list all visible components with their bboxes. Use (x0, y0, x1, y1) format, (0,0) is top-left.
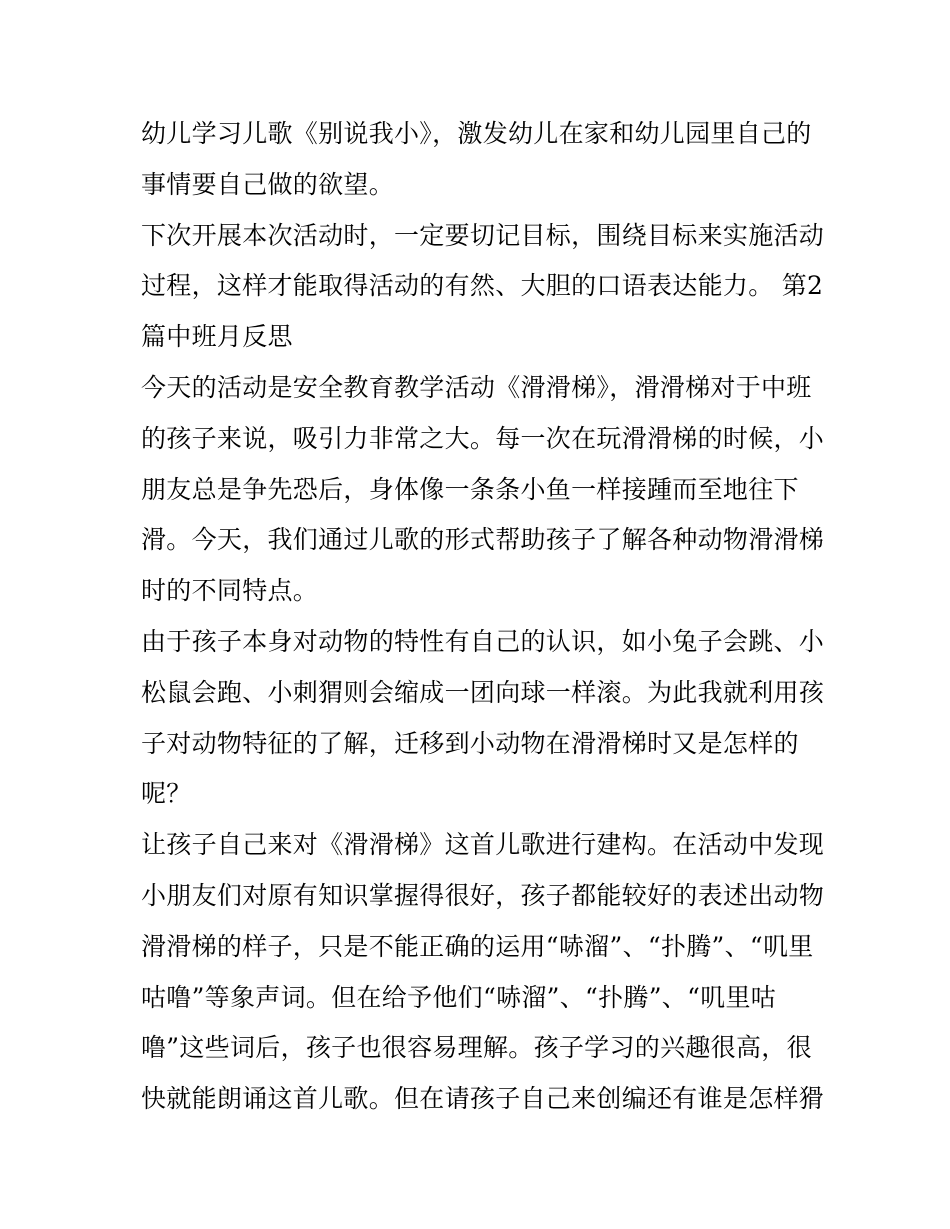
text-line: 噜”这些词后，孩子也很容易理解。孩子学习的兴趣很高，很 (141, 1033, 812, 1063)
text-line: 下次开展本次活动时，一定要切记目标，围绕目标来实施活动 (141, 220, 825, 250)
section-heading: 篇中班月反思 (141, 322, 293, 352)
text-line: 事情要自己做的欲望。 (141, 169, 395, 199)
text-line: 过程，这样才能取得活动的有然、大胆的口语表达能力。 第2 (141, 271, 824, 301)
text-line: 快就能朗诵这首儿歌。但在请孩子自己来创编还有谁是怎样猾 (141, 1084, 825, 1114)
text-line: 由于孩子本身对动物的特性有自己的认识，如小兔子会跳、小 (141, 626, 825, 656)
text-line: 松鼠会跑、小刺猬则会缩成一团向球一样滚。为此我就利用孩 (141, 677, 825, 707)
text-line: 呢？ (141, 779, 192, 809)
text-line: 子对动物特征的了解，迁移到小动物在滑滑梯时又是怎样的 (141, 728, 799, 758)
text-line: 滑。今天，我们通过儿歌的形式帮助孩子了解各种动物滑滑梯 (141, 525, 825, 555)
text-line: 让孩子自己来对《滑滑梯》这首儿歌进行建构。在活动中发现 (141, 830, 825, 860)
text-line: 的孩子来说，吸引力非常之大。每一次在玩滑滑梯的时候，小 (141, 423, 825, 453)
text-line: 今天的活动是安全教育教学活动《滑滑梯》，滑滑梯对于中班 (141, 372, 812, 402)
text-line: 朋友总是争先恐后，身体像一条条小鱼一样接踵而至地往下 (141, 474, 799, 504)
text-line: 时的不同特点。 (141, 576, 319, 606)
text-line: 幼儿学习儿歌《别说我小》，激发幼儿在家和幼儿园里自己的 (141, 119, 812, 148)
text-line: 咕噜”等象声词。但在给予他们“哧溜”、“扑腾”、“叽里咕 (141, 982, 777, 1012)
document-body (141, 109, 825, 1125)
text-line: 滑滑梯的样子，只是不能正确的运用“哧溜”、“扑腾”、“叽里 (141, 931, 814, 961)
text-line: 小朋友们对原有知识掌握得很好，孩子都能较好的表述出动物 (141, 880, 825, 910)
